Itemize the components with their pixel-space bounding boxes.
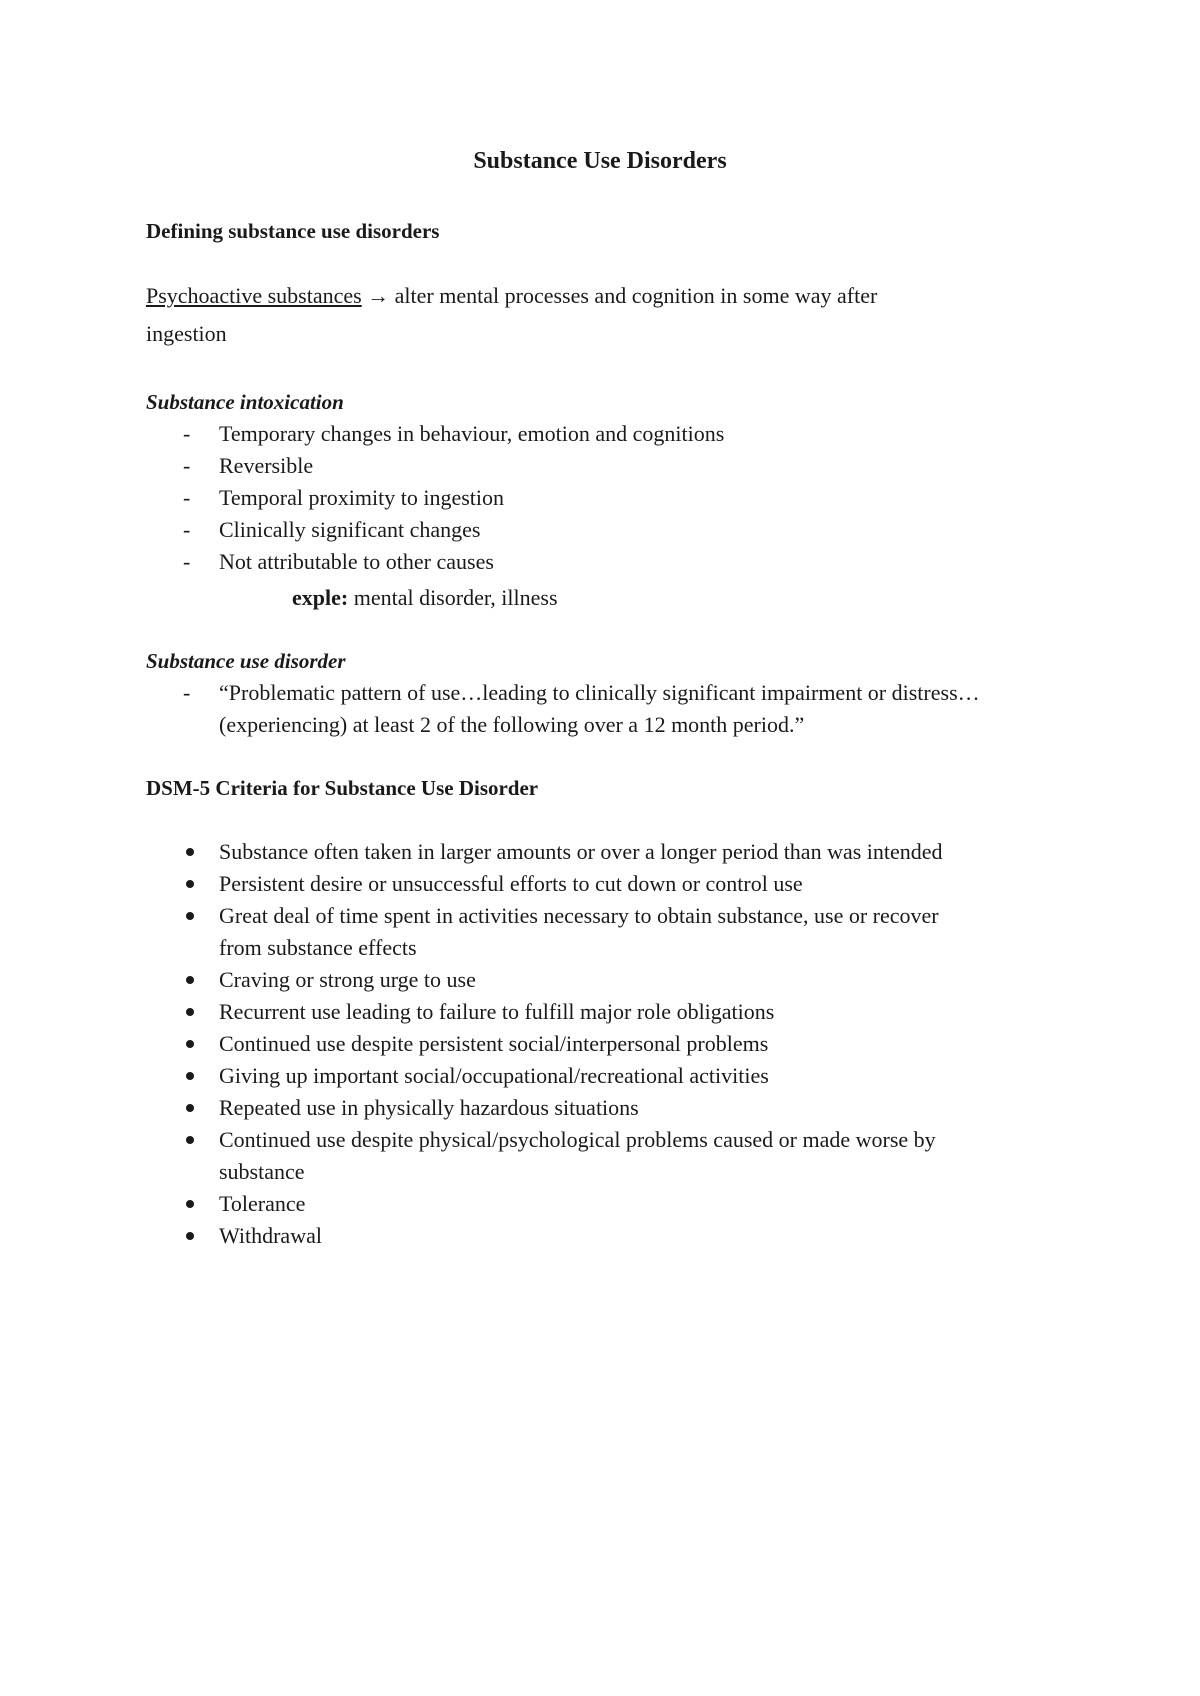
bullet-icon (186, 1104, 194, 1112)
bullet-icon (186, 1136, 194, 1144)
dsm5-criterion-line: Continued use despite physical/psychological problems caused or made worse by (219, 1127, 936, 1152)
psychoactive-definition-line2: ingestion (146, 321, 227, 346)
bullet-icon (186, 1232, 194, 1240)
dash-marker: - (183, 517, 191, 542)
intoxication-item: Temporary changes in behaviour, emotion and cognitions (219, 421, 725, 446)
dsm5-criterion-line: Great deal of time spent in activities necessary to obtain substance, use or recover (219, 903, 939, 928)
bullet-icon (186, 912, 194, 920)
heading-substance-use-disorder: Substance use disorder (146, 649, 346, 673)
dash-marker: - (183, 549, 191, 574)
section-heading-defining: Defining substance use disorders (146, 219, 440, 243)
example-label: exple: (292, 585, 349, 610)
intoxication-item: Not attributable to other causes (219, 549, 494, 574)
heading-substance-intoxication: Substance intoxication (146, 390, 344, 414)
intoxication-item: Temporal proximity to ingestion (219, 485, 505, 510)
dsm5-criterion-line: from substance effects (219, 935, 417, 960)
dash-marker: - (183, 421, 191, 446)
bullet-icon (186, 1200, 194, 1208)
intoxication-item: Clinically significant changes (219, 517, 481, 542)
dash-marker: - (183, 453, 191, 478)
intoxication-item: Reversible (219, 453, 314, 478)
term-psychoactive-substances: Psychoactive substances (146, 283, 362, 308)
psychoactive-definition-line1 (146, 280, 877, 312)
bullet-icon (186, 1040, 194, 1048)
quote-line2: (experiencing) at least 2 of the following over a 12 month period.” (219, 712, 805, 737)
quote-line1: “Problematic pattern of use…leading to clinically significant impairment or distress… (219, 680, 980, 705)
dash-marker: - (183, 680, 191, 705)
bullet-icon (186, 1072, 194, 1080)
example-text: mental disorder, illness (353, 585, 558, 610)
dsm5-criterion-line: Giving up important social/occupational/recreational activities (219, 1063, 769, 1088)
dash-marker: - (183, 485, 191, 510)
bullet-icon (186, 976, 194, 984)
dsm5-criterion-line: Withdrawal (219, 1223, 322, 1248)
dsm5-criterion-line: Persistent desire or unsuccessful efforts to cut down or control use (219, 871, 803, 896)
bullet-icon (186, 1008, 194, 1016)
dsm5-criterion-line: Tolerance (219, 1191, 306, 1216)
bullet-icon (186, 848, 194, 856)
bullet-icon (186, 880, 194, 888)
dsm5-criterion-line: substance (219, 1159, 305, 1184)
definition-text: alter mental processes and cognition in some way after (394, 283, 878, 308)
dsm5-criterion-line: Continued use despite persistent social/interpersonal problems (219, 1031, 769, 1056)
arrow-icon: → (367, 283, 390, 308)
dsm5-criterion-line: Recurrent use leading to failure to fulfill major role obligations (219, 999, 775, 1024)
section-heading-dsm5: DSM-5 Criteria for Substance Use Disorder (146, 776, 539, 800)
example-line (292, 582, 558, 614)
document-title: Substance Use Disorders (473, 148, 727, 174)
dsm5-criterion-line: Craving or strong urge to use (219, 967, 476, 992)
dsm5-criterion-line: Substance often taken in larger amounts or over a longer period than was intended (219, 839, 943, 864)
dsm5-criterion-line: Repeated use in physically hazardous situations (219, 1095, 639, 1120)
